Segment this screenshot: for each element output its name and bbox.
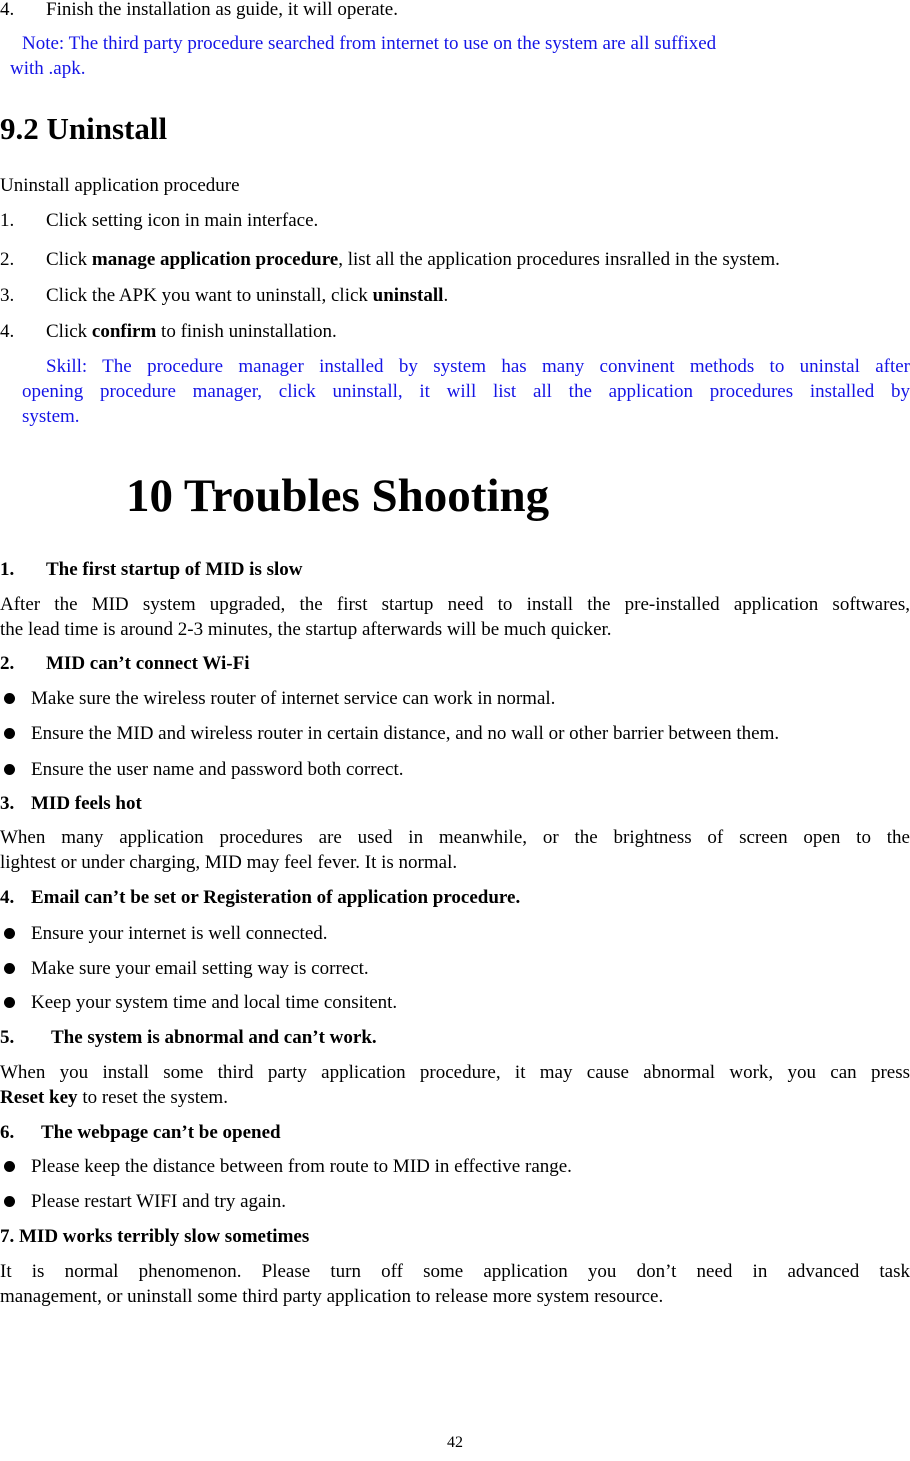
skill-line-3: system. xyxy=(22,406,80,427)
q5-heading xyxy=(0,1026,377,1050)
step-number: 1. xyxy=(0,210,15,231)
q3-heading xyxy=(0,792,142,816)
q4-heading xyxy=(0,886,521,910)
bullet-text: Please restart WIFI and try again. xyxy=(31,1191,287,1212)
bullet-icon xyxy=(4,1196,15,1207)
step-text: Click manage application procedure, list all the application procedures insralled in the system. xyxy=(46,249,780,270)
apk-note-line-1: Note: The third party procedure searched from internet to use on the system are all suffixed xyxy=(22,33,717,54)
step-text: Click the APK you want to uninstall, click uninstall. xyxy=(46,285,449,306)
step-number: 4. xyxy=(0,321,15,342)
q-title: The first startup of MID is slow xyxy=(46,559,303,580)
q-number: 3. xyxy=(0,793,15,814)
apk-note-line-2: with .apk. xyxy=(10,58,86,79)
bullet-text: Ensure the MID and wireless router in certain distance, and no wall or other barrier between them. xyxy=(31,723,780,744)
bullet-text: Make sure the wireless router of internet service can work in normal. xyxy=(31,688,556,709)
bullet-text: Keep your system time and local time consitent. xyxy=(31,992,398,1013)
q3-body-line-1: When many application procedures are used in meanwhile, or the brightness of screen open to the xyxy=(0,827,910,848)
bullet-icon xyxy=(4,1161,15,1172)
q-number: 4. xyxy=(0,887,15,908)
bullet-icon xyxy=(4,728,15,739)
bullet-icon xyxy=(4,764,15,775)
bullet-text: Ensure your internet is well connected. xyxy=(31,923,328,944)
skill-line-2: opening procedure manager, click uninstall, it will list all the application procedures installed by xyxy=(22,381,910,402)
install-step-4 xyxy=(0,0,398,22)
step-number: 3. xyxy=(0,285,15,306)
bold-term: manage application procedure xyxy=(91,249,339,270)
q7-heading: 7. MID works terribly slow sometimes xyxy=(0,1226,310,1247)
q3-body-line-2: lightest or under charging, MID may feel fever. It is normal. xyxy=(0,852,458,873)
q5-body-line-1: When you install some third party application procedure, it may cause abnormal work, you can press xyxy=(0,1062,910,1083)
q5-body-line-2: Reset key to reset the system. xyxy=(0,1087,228,1108)
page-number: 42 xyxy=(447,1434,463,1451)
q-title: MID can’t connect Wi-Fi xyxy=(46,653,250,674)
q-title: MID feels hot xyxy=(31,793,142,814)
step-number: 2. xyxy=(0,249,15,270)
q7-body-line-2: management, or uninstall some third party application to release more system resource. xyxy=(0,1286,664,1307)
q7-body-line-1: It is normal phenomenon. Please turn off some application you don’t need in advanced task xyxy=(0,1261,910,1282)
step-text: Click setting icon in main interface. xyxy=(46,210,319,231)
q-number: 5. xyxy=(0,1027,15,1048)
q-title: The system is abnormal and can’t work. xyxy=(51,1027,377,1048)
q6-heading xyxy=(0,1121,281,1145)
bullet-icon xyxy=(4,693,15,704)
q-number: 1. xyxy=(0,559,15,580)
q-title: The webpage can’t be opened xyxy=(41,1122,281,1143)
step-text: Click confirm to finish uninstallation. xyxy=(46,321,337,342)
q-number: 6. xyxy=(0,1122,15,1143)
skill-line-1: Skill: The procedure manager installed by system has many convinent methods to uninstal after xyxy=(46,356,910,377)
bullet-text: Make sure your email setting way is correct. xyxy=(31,958,369,979)
uninstall-intro: Uninstall application procedure xyxy=(0,175,240,196)
bullet-icon xyxy=(4,997,15,1008)
q2-heading xyxy=(0,652,250,676)
step-number: 4. xyxy=(0,0,15,20)
step-text: Finish the installation as guide, it will operate. xyxy=(46,0,398,20)
bullet-icon xyxy=(4,963,15,974)
bullet-text: Please keep the distance between from route to MID in effective range. xyxy=(31,1156,572,1177)
q-number: 2. xyxy=(0,653,15,674)
bullet-text: Ensure the user name and password both correct. xyxy=(31,759,404,780)
bold-term: uninstall xyxy=(372,285,444,306)
chapter-heading-troubleshooting: 10 Troubles Shooting xyxy=(126,470,550,522)
bullet-icon xyxy=(4,928,15,939)
q1-body-line-1: After the MID system upgraded, the first startup need to install the pre-installed application softwares, xyxy=(0,594,910,615)
q-title: Email can’t be set or Registeration of application procedure. xyxy=(31,887,521,908)
bold-term: Reset key xyxy=(0,1087,78,1108)
bold-term: confirm xyxy=(91,321,157,342)
q1-body-line-2: the lead time is around 2-3 minutes, the startup afterwards will be much quicker. xyxy=(0,619,612,640)
section-heading-uninstall: 9.2 Uninstall xyxy=(0,111,168,146)
q1-heading xyxy=(0,558,303,582)
